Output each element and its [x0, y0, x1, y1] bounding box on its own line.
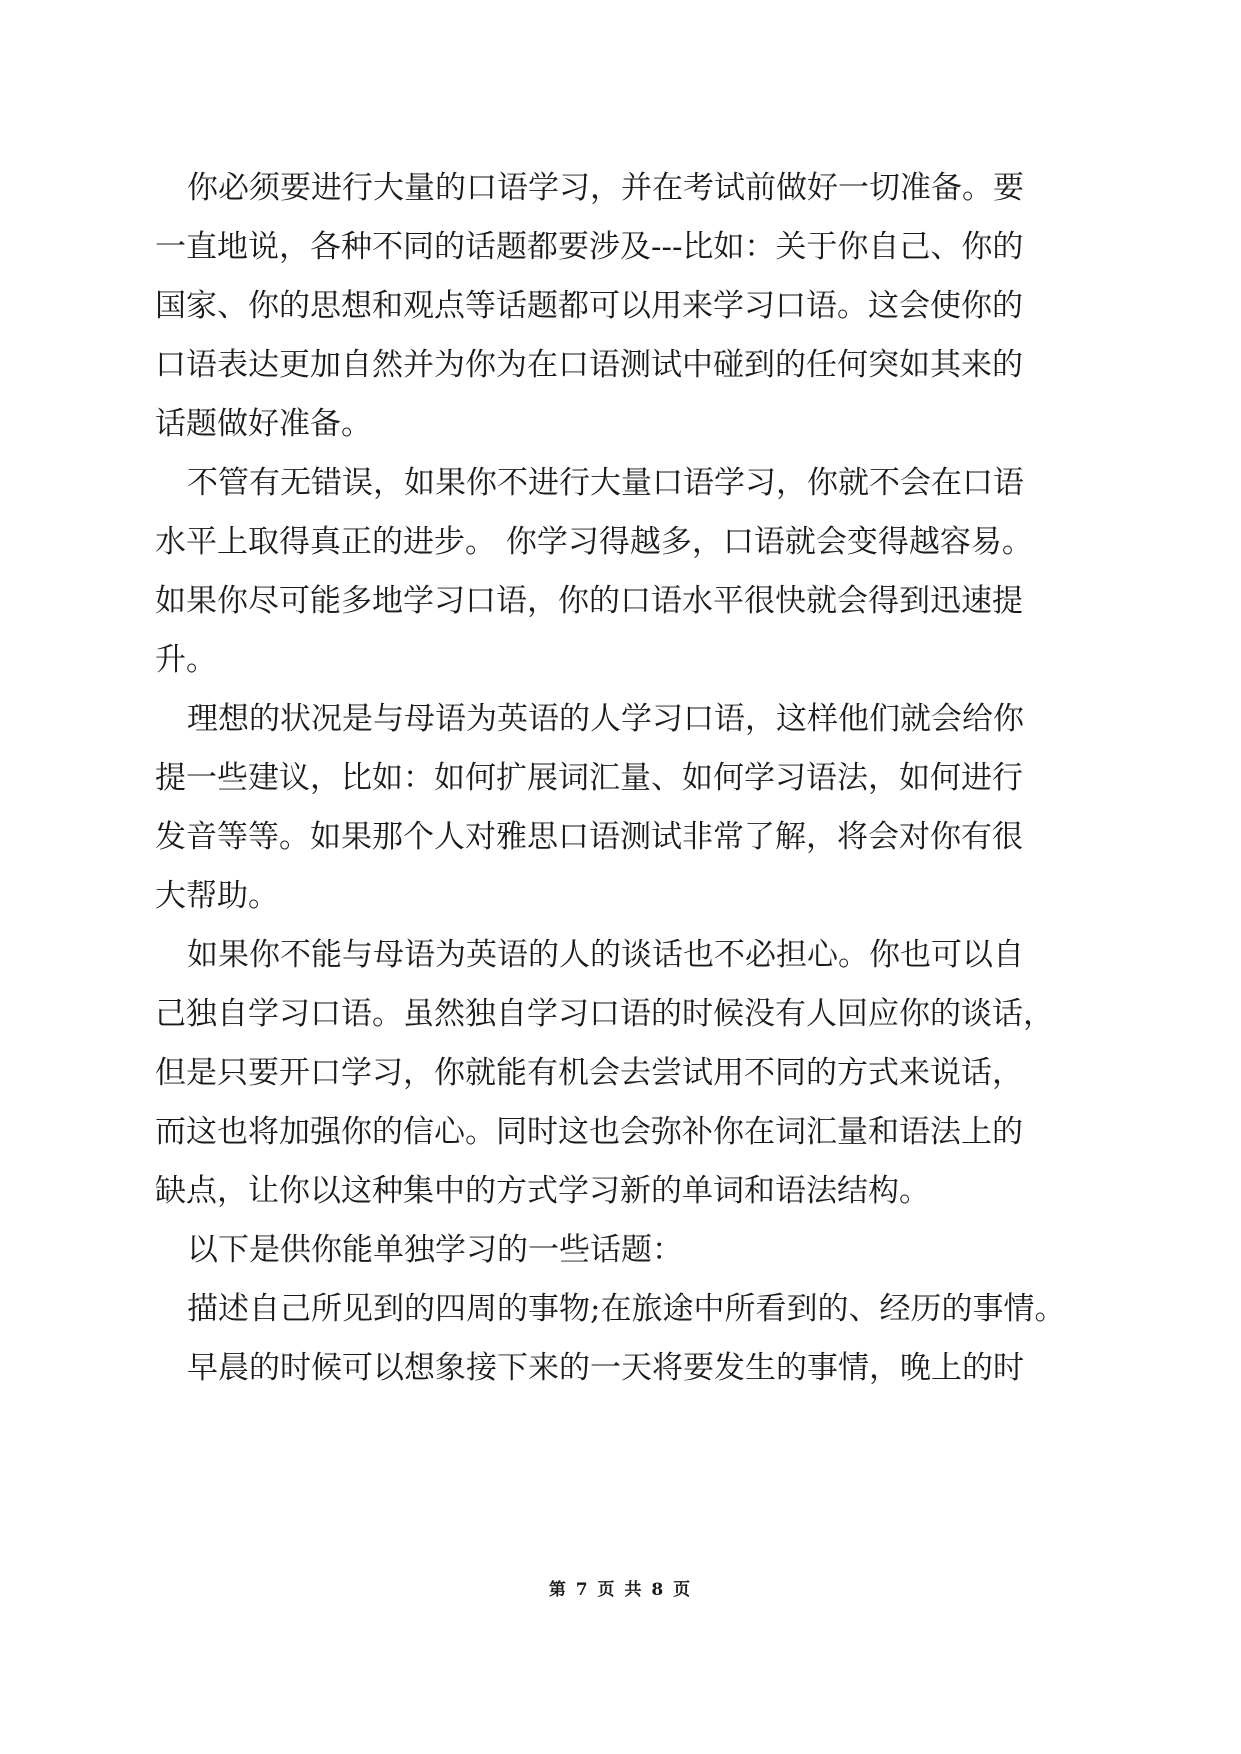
paragraph-line: 以下是供你能单独学习的一些话题：	[187, 1232, 683, 1268]
paragraph-line: 己独自学习口语。虽然独自学习口语的时候没有人回应你的谈话，	[155, 996, 1054, 1032]
page-number-footer: 第 7 页 共 8 页	[548, 1580, 693, 1600]
paragraph-line: 话题做好准备。	[155, 406, 372, 442]
paragraph-line: 理想的状况是与母语为英语的人学习口语，这样他们就会给你	[187, 701, 1024, 737]
paragraph-line: 一直地说，各种不同的话题都要涉及---比如：关于你自己、你的	[155, 229, 1024, 265]
paragraph-line: 但是只要开口学习，你就能有机会去尝试用不同的方式来说话，	[155, 1055, 1023, 1091]
paragraph-line: 水平上取得真正的进步。 你学习得越多，口语就会变得越容易。	[155, 524, 1033, 560]
paragraph-line: 你必须要进行大量的口语学习，并在考试前做好一切准备。要	[187, 170, 1024, 206]
paragraph-line: 而这也将加强你的信心。同时这也会弥补你在词汇量和语法上的	[155, 1114, 1023, 1150]
paragraph-line: 提一些建议，比如：如何扩展词汇量、如何学习语法，如何进行	[155, 760, 1023, 796]
paragraph-line: 口语表达更加自然并为你为在口语测试中碰到的任何突如其来的	[155, 347, 1023, 383]
paragraph-line: 大帮助。	[155, 878, 279, 914]
paragraph-line: 如果你尽可能多地学习口语，你的口语水平很快就会得到迅速提	[155, 583, 1023, 619]
paragraph-line: 国家、你的思想和观点等话题都可以用来学习口语。这会使你的	[155, 288, 1023, 324]
paragraph-line: 如果你不能与母语为英语的人的谈话也不必担心。你也可以自	[187, 937, 1024, 973]
paragraph-line: 不管有无错误，如果你不进行大量口语学习，你就不会在口语	[187, 465, 1024, 501]
paragraph-line: 发音等等。如果那个人对雅思口语测试非常了解，将会对你有很	[155, 819, 1023, 855]
paragraph-line: 升。	[155, 642, 217, 678]
paragraph-line: 早晨的时候可以想象接下来的一天将要发生的事情，晚上的时	[187, 1350, 1024, 1386]
paragraph-line: 缺点，让你以这种集中的方式学习新的单词和语法结构。	[155, 1173, 930, 1209]
paragraph-line: 描述自己所见到的四周的事物;在旅途中所看到的、经历的事情。	[187, 1291, 1066, 1327]
